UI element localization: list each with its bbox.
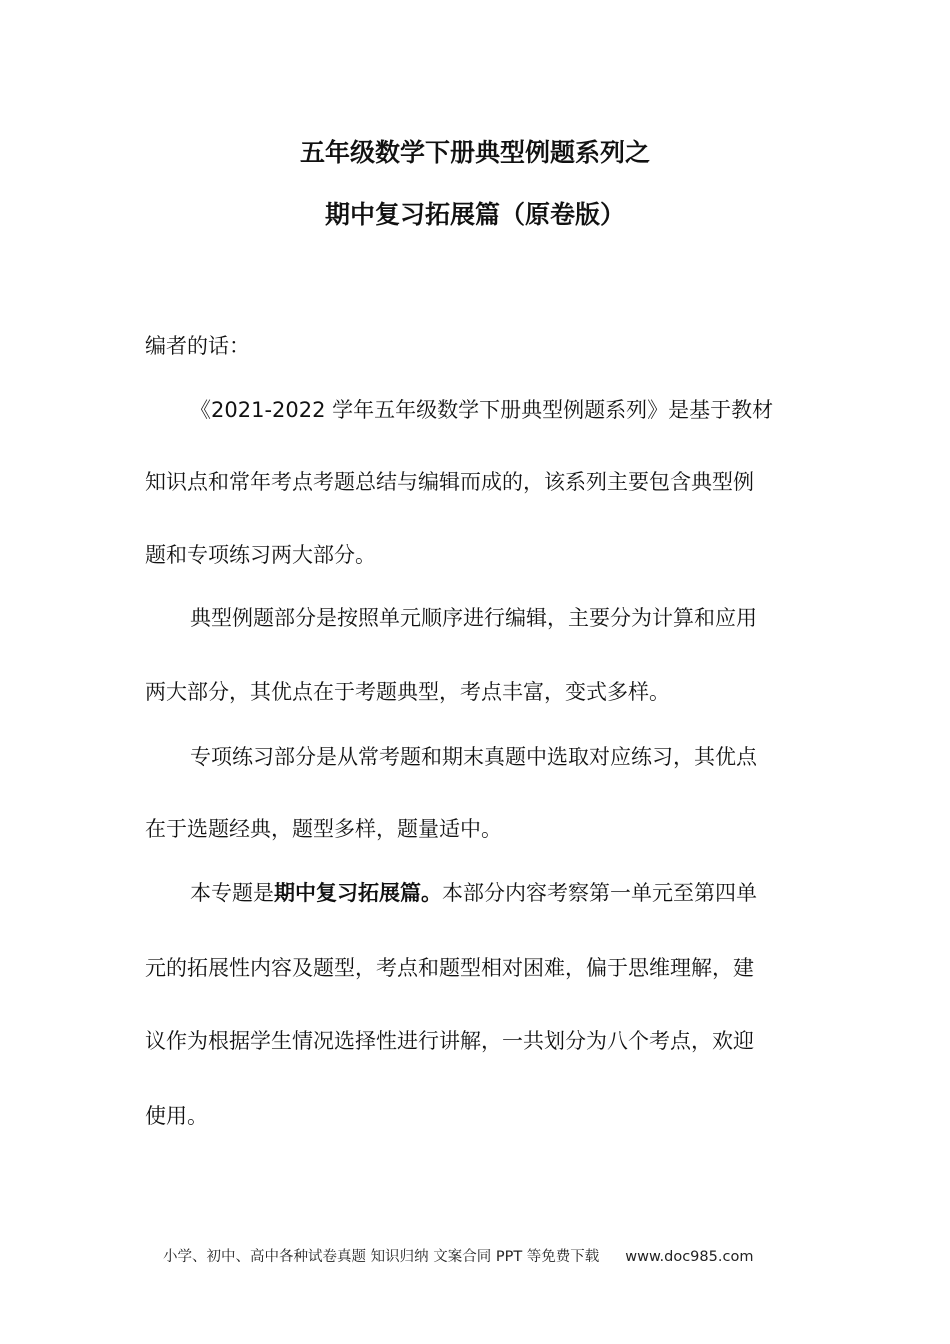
paragraph-1-line: 《2021-2022 学年五年级数学下册典型例题系列》是基于教材 [190, 398, 774, 422]
paragraph-4-line: 使用。 [145, 1104, 208, 1128]
paragraph-3-line: 在于选题经典，题型多样，题量适中。 [145, 817, 502, 841]
paragraph-4-prefix: 本专题是 [190, 881, 274, 905]
paragraph-2-line: 典型例题部分是按照单元顺序进行编辑，主要分为计算和应用 [190, 606, 757, 630]
footer-url-link[interactable]: www.doc985.com [625, 1249, 754, 1265]
paragraph-2-line: 两大部分，其优点在于考题典型，考点丰富，变式多样。 [145, 680, 670, 704]
document-title-line-2: 期中复习拓展篇（原卷版） [324, 200, 625, 229]
footer-text: 小学、初中、高中各种试卷真题 知识归纳 文案合同 PPT 等免费下载 [163, 1249, 600, 1265]
topic-name-bold: 期中复习拓展篇。 [274, 881, 442, 905]
paragraph-1-line: 题和专项练习两大部分。 [145, 543, 376, 567]
paragraph-4-line: 议作为根据学生情况选择性进行讲解，一共划分为八个考点，欢迎 [145, 1029, 754, 1053]
document-title-line-1: 五年级数学下册典型例题系列之 [299, 138, 650, 167]
paragraph-1-line: 知识点和常年考点考题总结与编辑而成的，该系列主要包含典型例 [145, 470, 754, 494]
paragraph-3-line: 专项练习部分是从常考题和期末真题中选取对应练习，其优点 [190, 745, 757, 769]
paragraph-4-first-line [190, 880, 757, 906]
page-footer [163, 1245, 753, 1266]
editor-note-heading: 编者的话： [145, 334, 250, 358]
paragraph-4-line: 元的拓展性内容及题型，考点和题型相对困难，偏于思维理解，建 [145, 956, 754, 980]
paragraph-4-rest: 本部分内容考察第一单元至第四单 [442, 881, 757, 905]
